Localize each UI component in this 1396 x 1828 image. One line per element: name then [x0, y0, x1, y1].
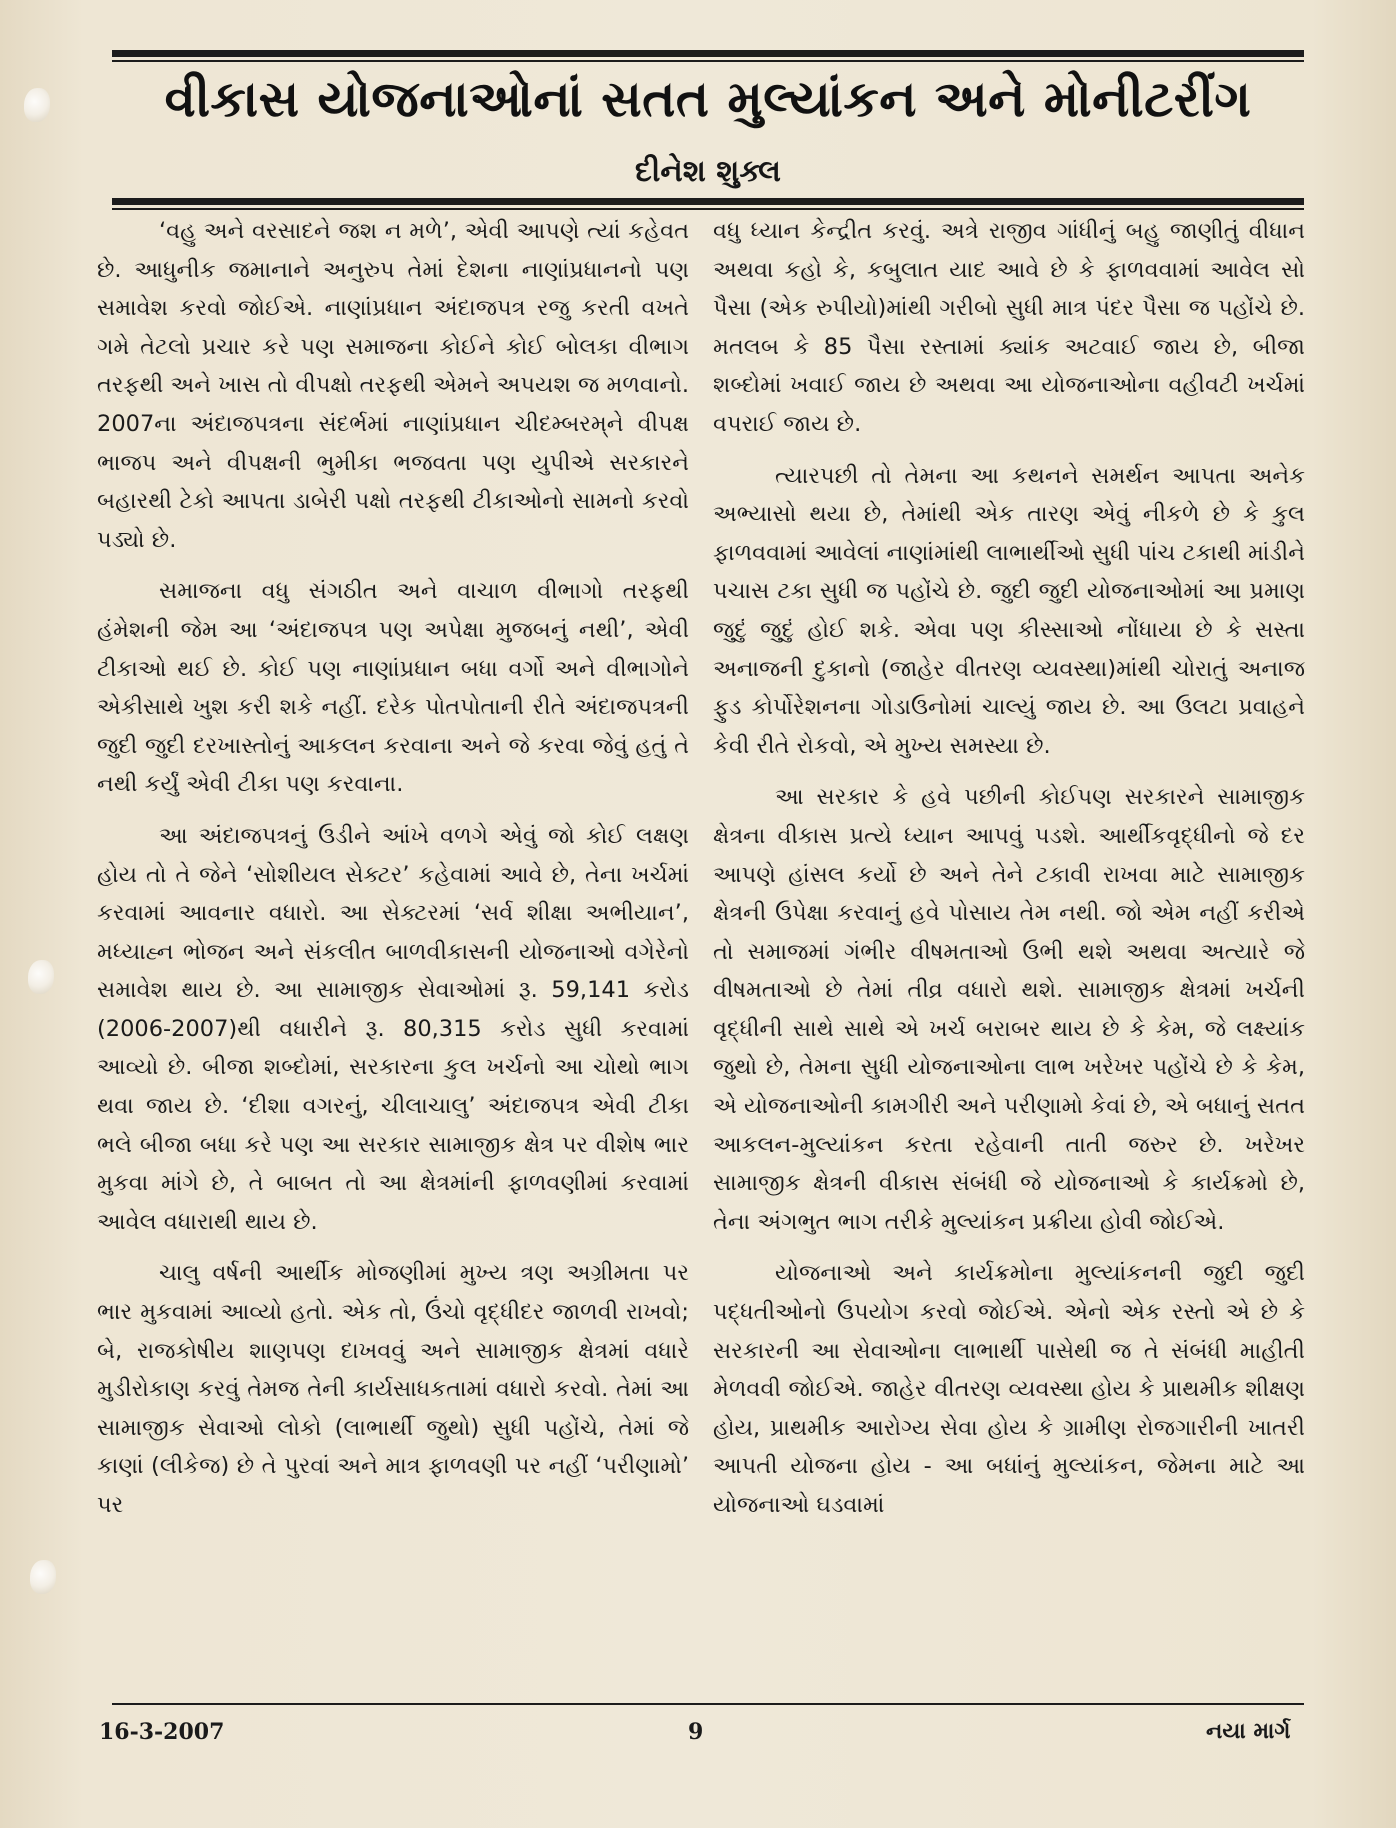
paragraph: આ અંદાજપત્રનું ઉડીને આંખે વળગે એવું જો કોઈ લક્ષણ હોય તો તે જેને ‘સોશીયલ સેક્ટર’ કહેવામાં આવે છે, તેના ખર્ચમાં કરવામાં આવનાર વધારો. આ સેક્ટરમાં ‘સર્વ શીક્ષા અભીયાન’, મધ્યાહ્ન ભોજન અને સંકલીત બાળવીકાસની યોજનાઓ વગેરેનો સમાવેશ થાય છે. આ સામાજીક સેવાઓમાં રૂ. 59,141 કરોડ (2006-2007)થી વધારીને રૂ. 80,315 કરોડ સુધી કરવામાં આવ્યો છે. બીજા શબ્દોમાં, સરકારના કુલ ખર્ચનો આ ચોથો ભાગ થવા જાય છે. ‘દીશા વગરનું, ચીલાચાલુ’ અંદાજપત્ર એવી ટીકા ભલે બીજા બધા કરે પણ આ સરકાર સામાજીક ક્ષેત્ર પર વીશેષ ભાર મુકવા માંગે છે, તે બાબત તો આ ક્ષેત્રમાંની ફાળવણીમાં કરવામાં આવેલ વધારાથી થાય છે. — [97, 822, 689, 1235]
article-title: વીકાસ યોજનાઓનાં સતત મુલ્યાંકન અને મોનીટરીંગ — [164, 70, 1252, 128]
page-number: 9 — [688, 1719, 704, 1745]
footer-date: 16-3-2007 — [99, 1719, 225, 1745]
paragraph: યોજનાઓ અને કાર્યક્રમોના મુલ્યાંકનની જુદી જુદી પદ્ધતીઓનો ઉપયોગ કરવો જોઈએ. એનો એક રસ્તો એ છે કે સરકારની આ સેવાઓના લાભાર્થી પાસેથી જ તે સંબંધી માહીતી મેળવવી જોઈએ. જાહેર વીતરણ વ્યવસ્થા હોય કે પ્રાથમીક શીક્ષણ હોય, પ્રાથમીક આરોગ્ય સેવા હોય કે ગ્રામીણ રોજગારીની ખાતરી આપતી યોજના હોય - આ બધાંનું મુલ્યાંકન, જેમના માટે આ યોજનાઓ ઘડવામાં — [713, 1260, 1305, 1518]
right-column — [713, 212, 1305, 1692]
left-column — [97, 212, 689, 1692]
paragraph: ‘વહુ અને વરસાદને જશ ન મળે’, એવી આપણે ત્યાં કહેવત છે. આધુનીક જમાનાને અનુરુપ તેમાં દેશના નાણાંપ્રધાનનો પણ સમાવેશ કરવો જોઈએ. નાણાંપ્રધાન અંદાજપત્ર રજુ કરતી વખતે ગમે તેટલો પ્રચાર કરે પણ સમાજના કોઈને કોઈ બોલકા વીભાગ તરફથી અને ખાસ તો વીપક્ષો તરફથી એમને અપયશ જ મળવાનો. 2007ના અંદાજપત્રના સંદર્ભમાં નાણાંપ્રધાન ચીદમ્બરમ્‌ને વીપક્ષ ભાજપ અને વીપક્ષની ભુમીકા ભજવતા પણ યુપીએ સરકારને બહારથી ટેકો આપતા ડાબેરી પક્ષો તરફથી ટીકાઓનો સામનો કરવો પડ્યો છે. — [97, 218, 689, 553]
paragraph: ચાલુ વર્ષની આર્થીક મોજણીમાં મુખ્ય ત્રણ અગ્રીમતા પર ભાર મુકવામાં આવ્યો હતો. એક તો, ઉંચો વૃદ્ધીદર જાળવી રાખવો; બે, રાજકોષીય શાણપણ દાખવવું અને સામાજીક ક્ષેત્રમાં વધારે મુડીરોકાણ કરવું તેમજ તેની કાર્યસાધકતામાં વધારો કરવો. તેમાં આ સામાજીક સેવાઓ લોકો (લાભાર્થી જુથો) સુધી પહોંચે, તેમાં જે કાણાં (લીકેજ) છે તે પુરવાં અને માત્ર ફાળવણી પર નહીં ‘પરીણામો’ પર — [97, 1260, 689, 1518]
paragraph: સમાજના વધુ સંગઠીત અને વાચાળ વીભાગો તરફથી હંમેશની જેમ આ ‘અંદાજપત્ર પણ અપેક્ષા મુજબનું નથી’, એવી ટીકાઓ થઈ છે. કોઈ પણ નાણાંપ્રધાન બધા વર્ગો અને વીભાગોને એકીસાથે ખુશ કરી શકે નહીં. દરેક પોતપોતાની રીતે અંદાજપત્રની જુદી જુદી દરખાસ્તોનું આકલન કરવાના અને જે કરવા જેવું હતું તે નથી કર્યું એવી ટીકા પણ કરવાના. — [97, 578, 689, 798]
paragraph: વધુ ધ્યાન કેન્દ્રીત કરવું. અત્રે રાજીવ ગાંધીનું બહુ જાણીતું વીધાન અથવા કહો કે, કબુલાત યાદ આવે છે કે ફાળવવામાં આવેલ સો પૈસા (એક રુપીયો)માંથી ગરીબો સુધી માત્ર પંદર પૈસા જ પહોંચે છે. મતલબ કે 85 પૈસા રસ્તામાં ક્યાંક અટવાઈ જાય છે, બીજા શબ્દોમાં ખવાઈ જાય છે અથવા આ યોજનાઓના વહીવટી ખર્ચમાં વપરાઈ જાય છે. — [713, 218, 1305, 437]
staple-mark — [28, 960, 54, 994]
paragraph: ત્યારપછી તો તેમના આ કથનને સમર્થન આપતા અનેક અભ્યાસો થયા છે, તેમાંથી એક તારણ એવું નીકળે છે કે કુલ ફાળવવામાં આવેલાં નાણાંમાંથી લાભાર્થીઓ સુધી પાંચ ટકાથી માંડીને પચાસ ટકા સુધી જ પહોંચે છે. જુદી જુદી યોજનાઓમાં આ પ્રમાણ જુદું જુદું હોઈ શકે. એવા પણ કીસ્સાઓ નોંધાયા છે કે સસ્તા અનાજની દુકાનો (જાહેર વીતરણ વ્યવસ્થા)માંથી ચોરાતું અનાજ ફુડ કોર્પોરેશનના ગોડાઉનોમાં ચાલ્યું જાય છે. આ ઉલટા પ્રવાહને કેવી રીતે રોકવો, એ મુખ્ય સમસ્યા છે. — [713, 462, 1305, 759]
staple-mark — [24, 88, 50, 122]
article-author: દીનેશ શુક્લ — [635, 154, 781, 189]
header-rule-thick — [112, 198, 1304, 205]
paragraph: આ સરકાર કે હવે પછીની કોઈપણ સરકારને સામાજીક ક્ષેત્રના વીકાસ પ્રત્યે ધ્યાન આપવું પડશે. આર્થીકવૃદ્ધીનો જે દર આપણે હાંસલ કર્યો છે અને તેને ટકાવી રાખવા માટે સામાજીક ક્ષેત્રની ઉપેક્ષા કરવાનું હવે પોસાય તેમ નથી. જો એમ નહીં કરીએ તો સમાજમાં ગંભીર વીષમતાઓ ઉભી થશે અથવા અત્યારે જે વીષમતાઓ છે તેમાં તીવ્ર વધારો થશે. સામાજીક ક્ષેત્રમાં ખર્ચની વૃદ્ધીની સાથે સાથે એ ખર્ચ બરાબર થાય છે કે કેમ, જે લક્ષ્યાંક જુથો છે, તેમના સુધી યોજનાઓના લાભ ખરેખર પહોંચે છે કે કેમ, એ યોજનાઓની કામગીરી અને પરીણામો કેવાં છે, એ બધાનું સતત આકલન-મુલ્યાંકન કરતા રહેવાની તાતી જરુર છે. ખરેખર સામાજીક ક્ષેત્રની વીકાસ સંબંધી જે યોજનાઓ કે કાર્યક્રમો છે, તેના અંગભુત ભાગ તરીકે મુલ્યાંકન પ્રક્રીયા હોવી જોઈએ. — [713, 784, 1305, 1235]
top-rule-thin — [112, 60, 1304, 62]
header-rule-thin — [112, 208, 1304, 210]
footer-rule — [112, 1703, 1304, 1705]
magazine-name: નયા માર્ગ — [1206, 1719, 1291, 1744]
top-rule-thick — [112, 50, 1304, 57]
staple-mark — [30, 1560, 56, 1594]
